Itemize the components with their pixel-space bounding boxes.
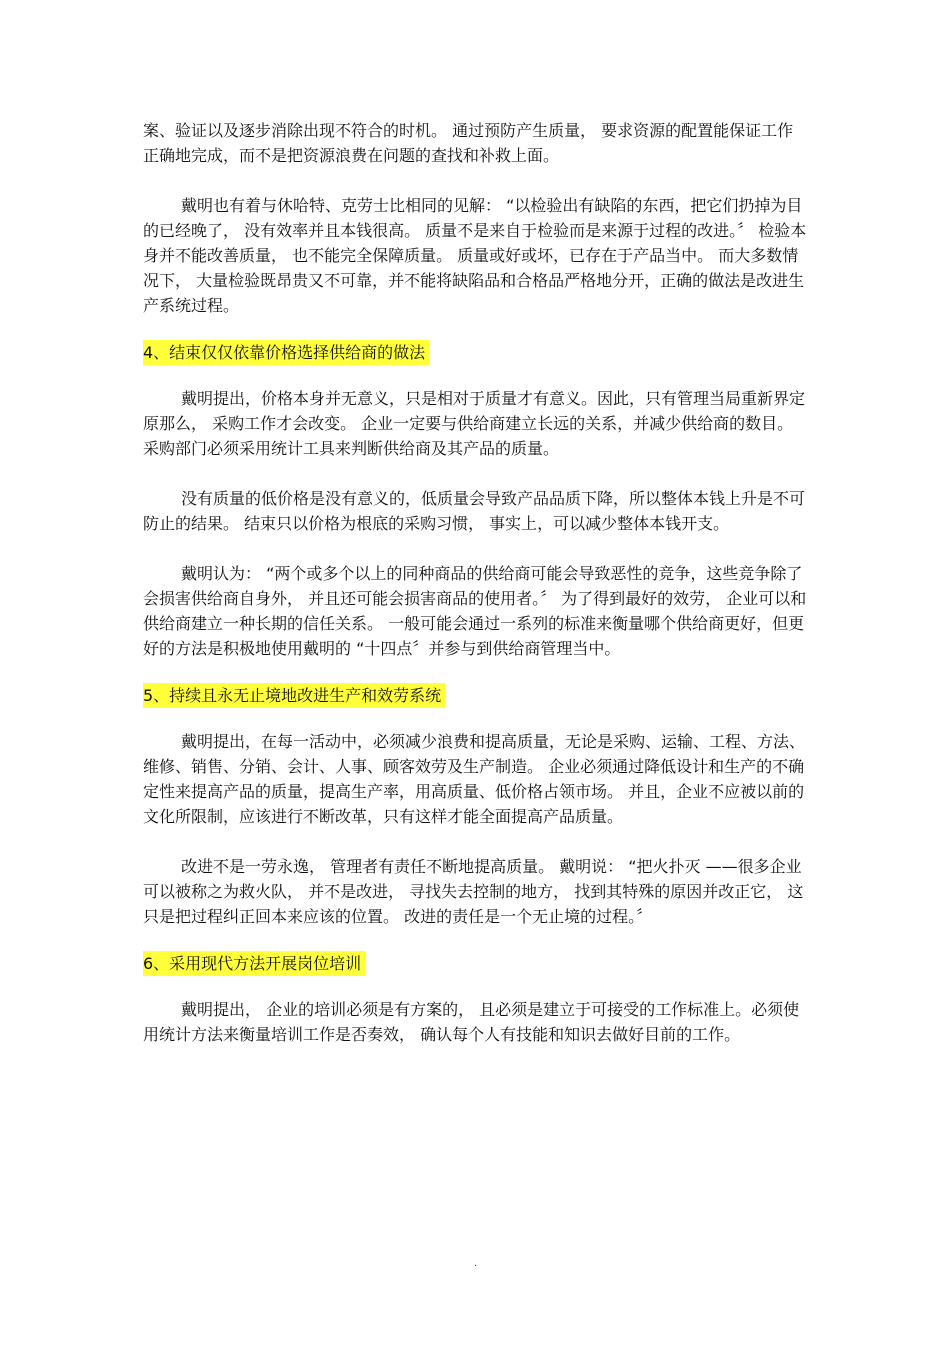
intro-paragraph-1: 案、验证以及逐步消除出现不符合的时机。 通过预防产生质量， 要求资源的配置能保证工作正确地完成，而不是把资源浪费在问题的查找和补救上面。 [143,121,794,165]
document-page [143,118,807,1047]
section-5-paragraph-2: 改进不是一劳永逸， 管理者有责任不断地提高质量。 戴明说： “把火扑灭 ——很多企业可以被称之为救火队， 并不是改进， 寻找失去控制的地方， 找到其特殊的原因并改正它， 这只是把过程纠正回本来应该的位置。 改进的责任是一个无止境的过程。〞 [143,857,804,926]
section-6-paragraph-1: 戴明提出， 企业的培训必须是有方案的， 且必须是建立于可接受的工作标准上。必须使用统计方法来衡量培训工作是否奏效， 确认每个人有技能和知识去做好目前的工作。 [143,1000,800,1044]
section-6 [143,929,807,1047]
intro-paragraph-2: 戴明也有着与休哈特、克劳士比相同的见解： “以检验出有缺陷的东西，把它们扔掉为目的已经晚了， 没有效率并且本钱很高。 质量不是来自于检验而是来源于过程的改进。〞 检验本身并不能改善质量， 也不能完全保障质量。 质量或好或坏，已存在于产品当中。 而大多数情况下， 大量检验既昂贵又不可靠，并不能将缺陷品和合格品严格地分开，正确的做法是改进生产系统过程。 [143,196,807,315]
section-4-paragraph-2: 没有质量的低价格是没有意义的，低质量会导致产品品质下降，所以整体本钱上升是不可防止的结果。 结束只以价格为根底的采购习惯， 事实上，可以减少整体本钱开支。 [143,489,806,533]
section-6-heading: 6、采用现代方法开展岗位培训 [143,951,365,976]
section-4 [143,318,807,661]
section-5-paragraph-1: 戴明提出，在每一活动中，必须减少浪费和提高质量，无论是采购、运输、工程、方法、维修、销售、分销、会计、人事、顾客效劳及生产制造。 企业必须通过降低设计和生产的不确定性来提高产品的质量，提高生产率，用高质量、低价格占领市场。 并且，企业不应被以前的文化所限制，应该进行不断改革，只有这样才能全面提高产品质量。 [143,732,806,826]
section-5-heading: 5、持续且永无止境地改进生产和效劳系统 [143,683,445,708]
section-4-paragraph-1: 戴明提出，价格本身并无意义，只是相对于质量才有意义。因此，只有管理当局重新界定原那么， 采购工作才会改变。 企业一定要与供给商建立长远的关系，并减少供给商的数目。采购部门必须采用统计工具来判断供给商及其产品的质量。 [143,389,806,458]
section-5 [143,661,807,929]
section-4-paragraph-3: 戴明认为： “两个或多个以上的同种商品的供给商可能会导致恶性的竞争，这些竞争除了会损害供给商自身外， 并且还可能会损害商品的使用者。〞 为了得到最好的效劳， 企业可以和供给商建立一种长期的信任关系。 一般可能会通过一系列的标准来衡量哪个供给商更好，但更好的方法是积极地使用戴明的 “十四点〞并参与到供给商管理当中。 [143,564,807,658]
page-footer-mark: . [474,1258,478,1269]
section-4-heading: 4、结束仅仅依靠价格选择供给商的做法 [143,340,429,365]
